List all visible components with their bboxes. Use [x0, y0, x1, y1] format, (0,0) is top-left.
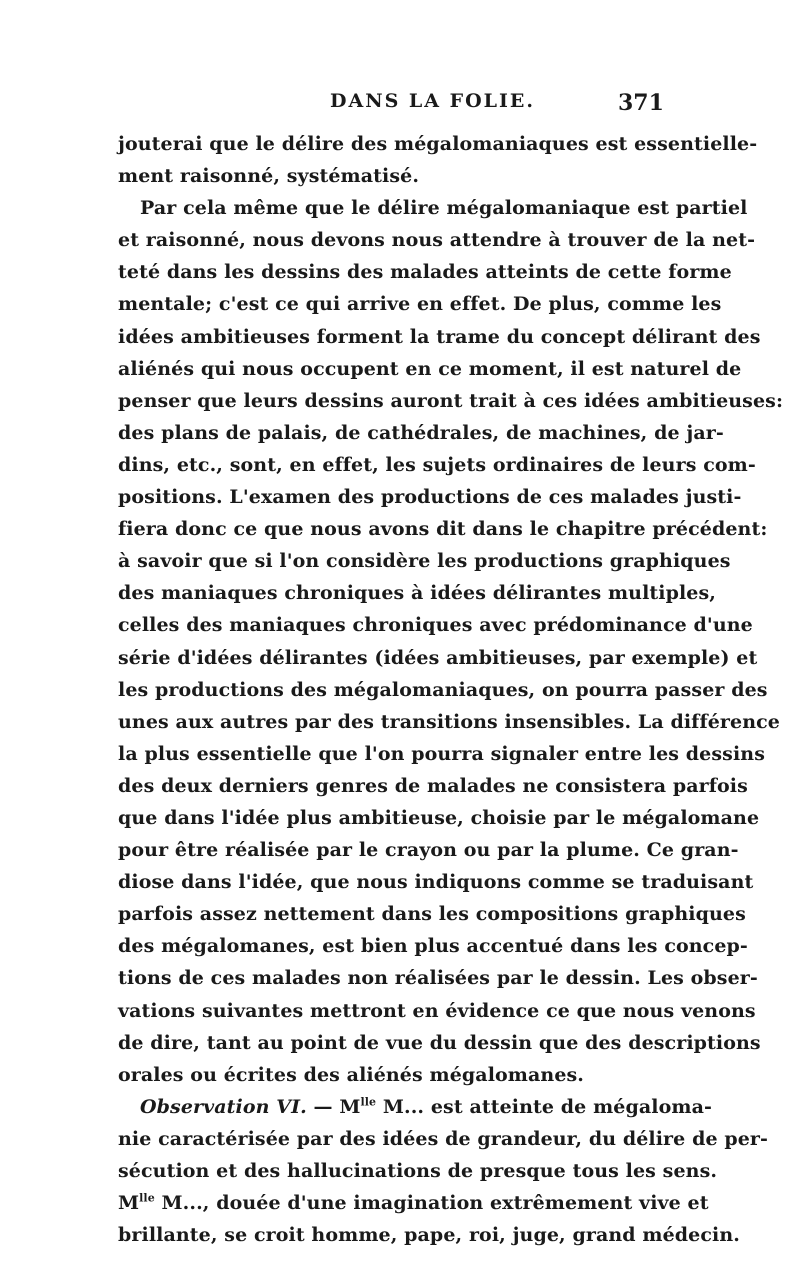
text-line: fiera donc ce que nous avons dit dans le chapitre précédent:: [118, 518, 768, 541]
observation-label: Observation VI.: [140, 1095, 307, 1118]
text-line: des deux derniers genres de malades ne consistera parfois: [118, 774, 748, 797]
text-line: diose dans l'idée, que nous indiquons comme se traduisant: [118, 871, 754, 894]
paragraph-start-line: Par cela même que le délire mégalomaniaque est partiel: [140, 197, 748, 220]
text-line: série d'idées délirantes (idées ambitieuses, par exemple) et: [118, 646, 758, 669]
text-line: et raisonné, nous devons nous attendre à trouver de la net-: [118, 229, 756, 252]
title-prefix: M: [118, 1192, 140, 1215]
text-line: [118, 1187, 709, 1219]
text-line: des maniaques chroniques à idées délirantes multiples,: [118, 582, 717, 605]
text-line: que dans l'idée plus ambitieuse, choisie par le mégalomane: [118, 806, 760, 829]
text-line: idées ambitieuses forment la trame du concept délirant des: [118, 325, 761, 348]
text-line: positions. L'examen des productions de ces malades justi-: [118, 486, 742, 509]
title-superscript: lle: [360, 1095, 377, 1109]
text-line: pour être réalisée par le crayon ou par la plume. Ce gran-: [118, 839, 739, 862]
text-line: de dire, tant au point de vue du dessin que des descriptions: [118, 1031, 761, 1054]
text-line: tions de ces malades non réalisées par le dessin. Les obser-: [118, 967, 758, 990]
text-line: unes aux autres par des transitions insensibles. La différence: [118, 710, 780, 733]
page-number: 371: [618, 90, 664, 116]
running-title: DANS LA FOLIE.: [330, 90, 536, 112]
text-line: brillante, se croit homme, pape, roi, juge, grand médecin.: [118, 1224, 740, 1247]
text-line: sécution et des hallucinations de presque tous les sens.: [118, 1160, 718, 1182]
text-line: des plans de palais, de cathédrales, de machines, de jar-: [118, 421, 724, 444]
title-superscript: lle: [139, 1191, 155, 1205]
observation-line1-tail: M... est atteinte de mégaloma-: [376, 1095, 712, 1118]
text-line: nie caractérisée par des idées de grandeur, du délire de per-: [118, 1127, 769, 1150]
text-line: vations suivantes mettront en évidence ce que nous venons: [118, 999, 756, 1022]
text-line: les productions des mégalomaniaques, on pourra passer des: [118, 678, 768, 701]
text-line: dins, etc., sont, en effet, les sujets ordinaires de leurs com-: [118, 453, 756, 476]
observation-dash: — M: [306, 1095, 361, 1118]
text-line: orales ou écrites des aliénés mégalomanes.: [118, 1063, 585, 1086]
text-line-rest: M..., douée d'une imagination extrêmement vive et: [154, 1192, 709, 1215]
running-head: [0, 90, 800, 120]
text-line: celles des maniaques chroniques avec prédominance d'une: [118, 614, 753, 637]
observation-heading-line: [118, 1091, 712, 1123]
text-line: aliénés qui nous occupent en ce moment, il est naturel de: [118, 357, 742, 380]
text-line: à savoir que si l'on considère les productions graphiques: [118, 550, 731, 573]
text-line: penser que leurs dessins auront trait à ces idées ambitieuses:: [118, 389, 784, 412]
text-line: des mégalomanes, est bien plus accentué dans les concep-: [118, 935, 748, 958]
text-line: teté dans les dessins des malades atteints de cette forme: [118, 261, 732, 284]
body-text: [118, 128, 784, 1251]
text-line: jouterai que le délire des mégalomaniaques est essentielle-: [118, 133, 758, 155]
text-line: mentale; c'est ce qui arrive en effet. De plus, comme les: [118, 293, 722, 316]
text-line: parfois assez nettement dans les compositions graphiques: [118, 903, 746, 926]
text-line: ment raisonné, systématisé.: [118, 165, 420, 188]
text-line: la plus essentielle que l'on pourra signaler entre les dessins: [118, 742, 765, 765]
